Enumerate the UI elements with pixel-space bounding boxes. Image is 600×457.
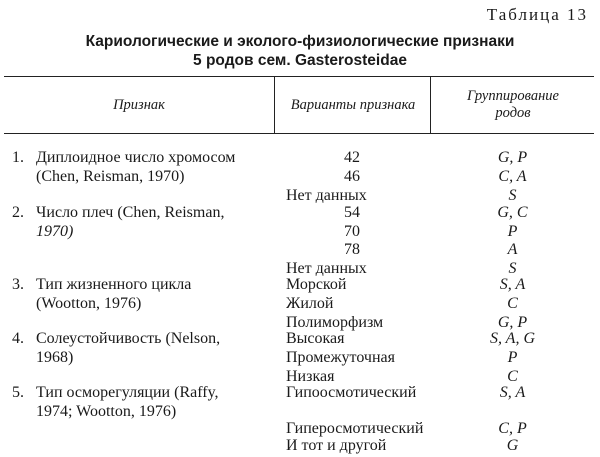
variant-cell: Нет данных [286, 260, 367, 277]
variant-cell: И тот и другой [286, 437, 387, 454]
grouping-cell: P [507, 349, 518, 366]
row-number: 5. [12, 384, 24, 401]
grouping-cell: S [508, 260, 517, 277]
caption-line-1: Кариологические и эколого-физиологические признаки [85, 33, 515, 50]
table-caption [0, 32, 600, 70]
feature-cell: Число плеч (Chen, Reisman, [36, 204, 225, 221]
variant-cell: Низкая [286, 368, 335, 385]
top-rule [4, 76, 594, 77]
variant-cell: 42 [344, 149, 360, 166]
grouping-cell: S, A [499, 384, 526, 401]
row-number: 4. [12, 330, 24, 347]
grouping-cell: G, C [497, 204, 528, 221]
row-number: 2. [12, 204, 24, 221]
variant-cell: Промежуточная [286, 349, 395, 366]
variant-cell: Высокая [286, 330, 345, 347]
grouping-cell: C, A [498, 168, 527, 185]
variant-cell: 78 [344, 241, 360, 258]
row-number: 3. [12, 276, 24, 293]
variant-cell: Гиперосмотический [286, 420, 424, 437]
variant-cell: 54 [344, 204, 360, 221]
table-number: Таблица 13 [486, 5, 588, 24]
table-row [0, 240, 600, 260]
table-row [0, 436, 600, 456]
header-grouping [432, 88, 594, 122]
caption-line-2: 5 родов сем. Gasterosteidae [193, 52, 407, 69]
grouping-cell: S, A, G [489, 330, 536, 347]
table-row [0, 275, 600, 295]
variant-cell: 46 [344, 168, 360, 185]
variant-cell: Полиморфизм [286, 314, 384, 331]
table-row [0, 167, 600, 187]
feature-cell: Тип осморегуляции (Raffy, [36, 384, 219, 401]
variant-cell: 70 [344, 223, 360, 240]
grouping-cell: C [507, 368, 518, 385]
feature-cell: (Wootton, 1976) [36, 295, 142, 312]
feature-cell: Диплоидное число хромосом [36, 149, 236, 166]
feature-cell: Тип жизненного цикла [36, 276, 192, 293]
header-rule [4, 133, 594, 134]
grouping-cell: G, P [497, 149, 528, 166]
table-row [0, 329, 600, 349]
table-row [0, 148, 600, 168]
grouping-cell: C, P [498, 420, 527, 437]
feature-cell: (Chen, Reisman, 1970) [36, 168, 185, 185]
header-grouping-line-1: Группирование [467, 88, 559, 104]
row-number: 1. [12, 149, 24, 166]
variant-cell: Нет данных [286, 187, 367, 204]
feature-cell: Солеустойчивость (Nelson, [36, 330, 221, 347]
grouping-cell: C [507, 295, 518, 312]
table-row [0, 203, 600, 223]
grouping-cell: G, P [497, 314, 528, 331]
column-divider-2 [430, 76, 431, 134]
table-row [0, 294, 600, 314]
variant-cell: Жилой [286, 295, 334, 312]
variant-cell: Гипоосмотический [286, 384, 417, 401]
header-feature: Признак [113, 97, 165, 113]
table-row [0, 222, 600, 242]
header-variants: Варианты признака [290, 97, 416, 113]
feature-cell: 1968) [36, 349, 74, 366]
grouping-cell: S, A [499, 276, 526, 293]
table-row [0, 383, 600, 403]
feature-cell: 1974; Wootton, 1976) [36, 403, 177, 420]
grouping-cell: S [508, 187, 517, 204]
feature-cell: 1970) [36, 223, 74, 240]
variant-cell: Морской [286, 276, 347, 293]
column-divider-1 [274, 76, 275, 134]
table-row [0, 348, 600, 368]
grouping-cell: A [507, 241, 518, 258]
header-grouping-line-2: родов [495, 105, 531, 121]
grouping-cell: G [506, 437, 519, 454]
grouping-cell: P [507, 223, 518, 240]
